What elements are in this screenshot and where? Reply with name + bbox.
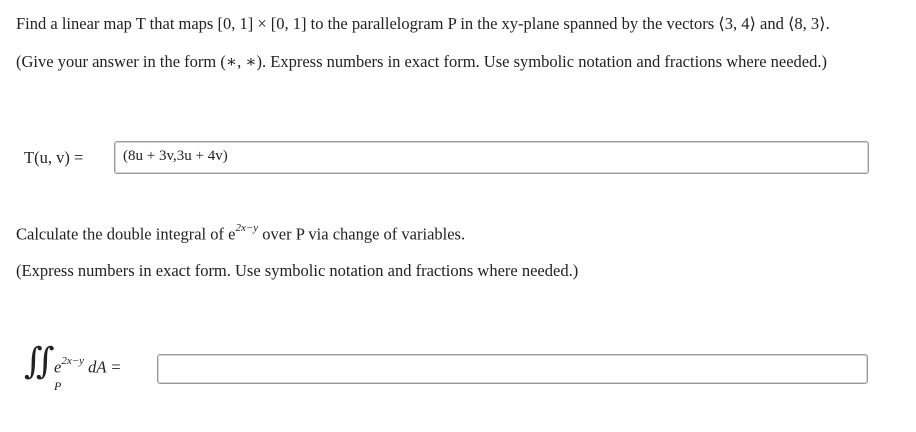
question2-prompt (16, 224, 465, 245)
question1-instructions: (Give your answer in the form (∗, ∗). Express numbers in exact form. Use symbolic notation and fractions where needed.) (16, 52, 827, 71)
integrand-exponent: 2x−y (61, 355, 85, 367)
answer1-input[interactable] (114, 141, 869, 174)
question2-prompt-after: over P via change of variables. (258, 224, 466, 244)
question2-prompt-exponent: 2x−y (235, 222, 259, 234)
answer1-label: T(u, v) = (24, 148, 84, 167)
answer1-value: (8u + 3v,3u + 4v) (123, 148, 228, 164)
question2-prompt-before: Calculate the double integral of e (16, 224, 236, 244)
integrand-tail: dA = (84, 357, 122, 377)
answer2-input[interactable] (157, 354, 868, 384)
double-integral-sign: ∬ (24, 341, 45, 381)
question1-prompt: Find a linear map T that maps [0, 1] × [0, 1] to the parallelogram P in the xy-plane spanned by the vectors ⟨3, 4⟩ and ⟨8, 3⟩. (16, 14, 830, 33)
integral-region-subscript: P (54, 379, 62, 393)
question2-instructions: (Express numbers in exact form. Use symbolic notation and fractions where needed.) (16, 261, 579, 280)
integrand (54, 357, 121, 378)
integrand-base: e (54, 357, 62, 377)
double-integral-expression (24, 343, 154, 399)
